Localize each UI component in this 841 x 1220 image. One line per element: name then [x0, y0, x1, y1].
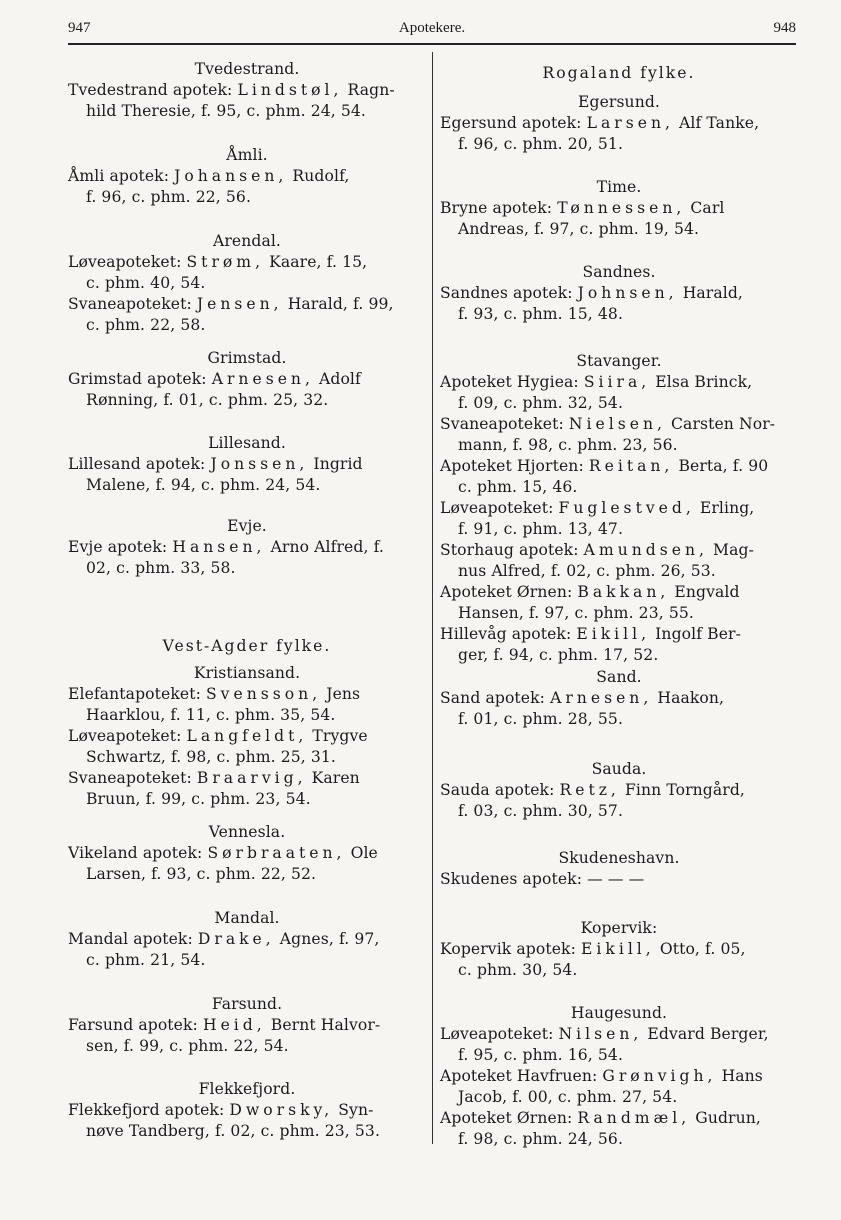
section-vennesla	[68, 822, 426, 885]
section-flekkefjord	[68, 1079, 426, 1142]
entry: Flekkefjord apotek: Dworsky, Syn-	[68, 1101, 374, 1119]
entry: Evje apotek: Hansen, Arno Alfred, f.	[68, 538, 384, 556]
entry-continuation: f. 03, c. phm. 30, 57.	[458, 802, 624, 820]
section-arendal	[68, 231, 426, 336]
entry-continuation: Rønning, f. 01, c. phm. 25, 32.	[86, 391, 329, 409]
place-heading: Sandnes.	[582, 263, 656, 281]
place-heading: Flekkefjord.	[198, 1080, 296, 1098]
entry: Grimstad apotek: Arnesen, Adolf	[68, 370, 361, 388]
county-heading: Rogaland fylke.	[542, 64, 696, 82]
section-evje	[68, 516, 426, 579]
entry: Svaneapoteket: Braarvig, Karen	[68, 769, 360, 787]
place-heading: Kristiansand.	[193, 664, 301, 682]
place-heading: Åmli.	[226, 146, 268, 164]
section-rogaland	[440, 63, 798, 84]
entry-continuation: Schwartz, f. 98, c. phm. 25, 31.	[86, 748, 336, 766]
place-heading: Arendal.	[212, 232, 281, 250]
page-title: Apotekere.	[398, 20, 466, 36]
entry: Apoteket Ørnen: Randmæl, Gudrun,	[440, 1109, 761, 1127]
entry-continuation: f. 91, c. phm. 13, 47.	[458, 520, 624, 538]
entry: Svaneapoteket: Nielsen, Carsten Nor-	[440, 415, 776, 433]
entry: Løveapoteket: Strøm, Kaare, f. 15,	[68, 253, 368, 271]
entry: Storhaug apotek: Amundsen, Mag-	[440, 541, 754, 559]
entry-continuation: Andreas, f. 97, c. phm. 19, 54.	[458, 220, 700, 238]
section-stavanger	[440, 351, 798, 666]
entry-continuation: 02, c. phm. 33, 58.	[86, 559, 236, 577]
entry: Lillesand apotek: Jonssen, Ingrid	[68, 455, 363, 473]
county-heading: Vest-Agder fylke.	[162, 637, 332, 655]
section-tvedestrand	[68, 59, 426, 122]
place-heading: Tvedestrand.	[194, 60, 300, 78]
place-heading: Egersund.	[578, 93, 660, 111]
place-heading: Evje.	[227, 517, 267, 535]
entry-continuation: f. 96, c. phm. 22, 56.	[86, 188, 252, 206]
entry-continuation: nøve Tandberg, f. 02, c. phm. 23, 53.	[86, 1122, 381, 1140]
section-grimstad	[68, 348, 426, 411]
section-sandnes	[440, 262, 798, 325]
entry: Sauda apotek: Retz, Finn Torngård,	[440, 781, 745, 799]
entry: Apoteket Havfruen: Grønvigh, Hans	[440, 1067, 763, 1085]
entry: Mandal apotek: Drake, Agnes, f. 97,	[68, 930, 380, 948]
entry-continuation: mann, f. 98, c. phm. 23, 56.	[458, 436, 678, 454]
entry-continuation: c. phm. 21, 54.	[86, 951, 206, 969]
section-haugesund	[440, 1003, 798, 1150]
entry-continuation: f. 01, c. phm. 28, 55.	[458, 710, 624, 728]
place-heading: Kopervik:	[580, 919, 658, 937]
section-time	[440, 177, 798, 240]
place-heading: Skudeneshavn.	[558, 849, 680, 867]
entry: Egersund apotek: Larsen, Alf Tanke,	[440, 114, 760, 132]
place-heading: Stavanger.	[576, 352, 662, 370]
place-heading: Lillesand.	[208, 434, 286, 452]
entry: Sand apotek: Arnesen, Haakon,	[440, 689, 725, 707]
entry-continuation: f. 96, c. phm. 20, 51.	[458, 135, 624, 153]
page-number-right: 948	[773, 20, 796, 36]
entry: Bryne apotek: Tønnessen, Carl	[440, 199, 725, 217]
column-divider	[432, 52, 433, 1144]
entry: Løveapoteket: Nilsen, Edvard Berger,	[440, 1025, 769, 1043]
entry-continuation: Bruun, f. 99, c. phm. 23, 54.	[86, 790, 311, 808]
entry-continuation: Malene, f. 94, c. phm. 24, 54.	[86, 476, 321, 494]
entry: Løveapoteket: Langfeldt, Trygve	[68, 727, 368, 745]
entry: Svaneapoteket: Jensen, Harald, f. 99,	[68, 295, 394, 313]
section-mandal	[68, 908, 426, 971]
entry-continuation: f. 95, c. phm. 16, 54.	[458, 1046, 624, 1064]
entry: Elefantapoteket: Svensson, Jens	[68, 685, 361, 703]
entry-continuation: c. phm. 15, 46.	[458, 478, 578, 496]
section-kristiansand	[68, 663, 426, 810]
entry-continuation: sen, f. 99, c. phm. 22, 54.	[86, 1037, 289, 1055]
section-kopervik	[440, 918, 798, 981]
entry-continuation: ger, f. 94, c. phm. 17, 52.	[458, 646, 659, 664]
place-heading: Sand.	[596, 668, 642, 686]
place-heading: Mandal.	[214, 909, 280, 927]
entry-continuation: nus Alfred, f. 02, c. phm. 26, 53.	[458, 562, 716, 580]
entry-continuation: c. phm. 30, 54.	[458, 961, 578, 979]
entry: Apoteket Hjorten: Reitan, Berta, f. 90	[440, 457, 769, 475]
place-heading: Time.	[596, 178, 642, 196]
entry: Farsund apotek: Heid, Bernt Halvor-	[68, 1016, 381, 1034]
entry-continuation: Jacob, f. 00, c. phm. 27, 54.	[458, 1088, 678, 1106]
header-rule	[68, 43, 796, 45]
entry-continuation: Hansen, f. 97, c. phm. 23, 55.	[458, 604, 694, 622]
place-heading: Grimstad.	[207, 349, 287, 367]
place-heading: Sauda.	[591, 760, 647, 778]
place-heading: Vennesla.	[208, 823, 286, 841]
entry-continuation: f. 98, c. phm. 24, 56.	[458, 1130, 624, 1148]
entry-continuation: f. 09, c. phm. 32, 54.	[458, 394, 624, 412]
entry: Sandnes apotek: Johnsen, Harald,	[440, 284, 743, 302]
entry-continuation: c. phm. 40, 54.	[86, 274, 206, 292]
entry: Kopervik apotek: Eikill, Otto, f. 05,	[440, 940, 746, 958]
entry: Åmli apotek: Johansen, Rudolf,	[68, 167, 350, 185]
section-vest-agder	[68, 636, 426, 657]
entry-continuation: Larsen, f. 93, c. phm. 22, 52.	[86, 865, 317, 883]
entry-continuation: c. phm. 22, 58.	[86, 316, 206, 334]
place-heading: Haugesund.	[570, 1004, 668, 1022]
entry: Løveapoteket: Fuglestved, Erling,	[440, 499, 755, 517]
entry: Tvedestrand apotek: Lindstøl, Ragn-	[68, 81, 395, 99]
entry-continuation: f. 93, c. phm. 15, 48.	[458, 305, 624, 323]
section-egersund	[440, 92, 798, 155]
section-sauda	[440, 759, 798, 822]
entry-continuation: Haarklou, f. 11, c. phm. 35, 54.	[86, 706, 336, 724]
section-farsund	[68, 994, 426, 1057]
entry: Apoteket Hygiea: Siira, Elsa Brinck,	[440, 373, 753, 391]
section-amli	[68, 145, 426, 208]
section-skudeneshavn	[440, 848, 798, 890]
entry: Vikeland apotek: Sørbraaten, Ole	[68, 844, 378, 862]
entry: Apoteket Ørnen: Bakkan, Engvald	[440, 583, 740, 601]
entry-continuation: hild Theresie, f. 95, c. phm. 24, 54.	[86, 102, 366, 120]
entry: Hillevåg apotek: Eikill, Ingolf Ber-	[440, 625, 741, 643]
running-header	[68, 20, 796, 42]
place-heading: Farsund.	[211, 995, 283, 1013]
section-sand	[440, 667, 798, 730]
section-lillesand	[68, 433, 426, 496]
page-number-left: 947	[68, 20, 91, 36]
entry: Skudenes apotek: — — —	[440, 870, 645, 888]
